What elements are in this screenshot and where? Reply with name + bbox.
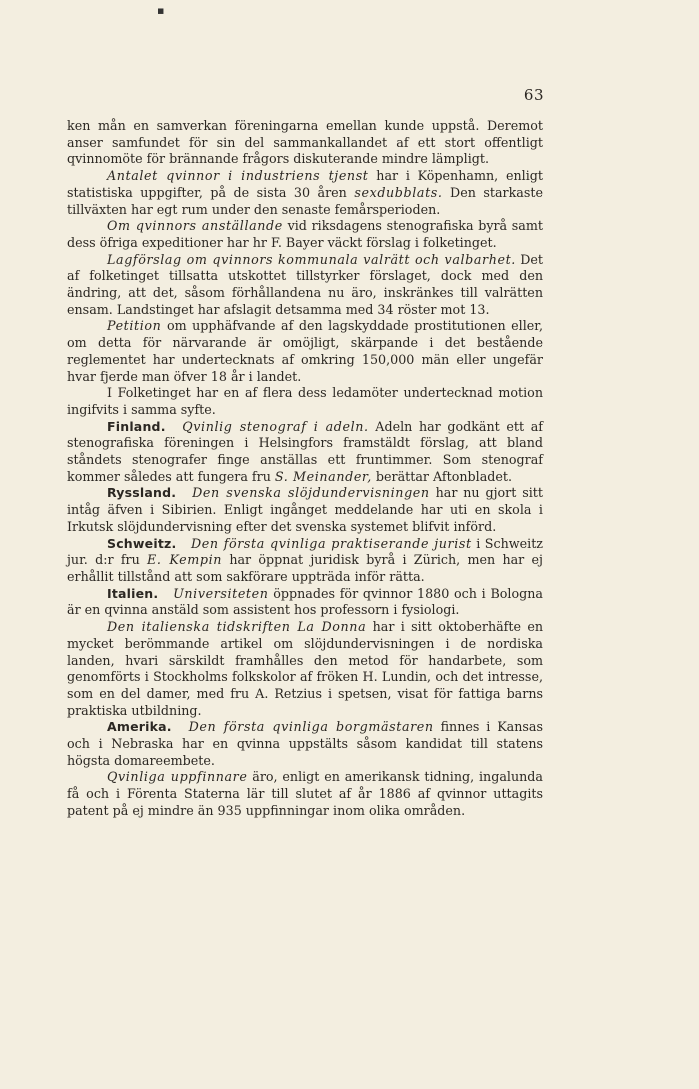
country-heading-finland: Finland. [107,418,166,434]
page-number: 63 [523,86,544,104]
body-text [67,118,543,820]
italy-paragraph-2 [67,619,543,719]
america-section [67,719,543,769]
text-run: i Schweitz jur. d:r fru [67,535,543,568]
emphasis: Lagförslag om qvinnors kommunala valrätt och valbarhet. [107,251,516,267]
emphasis: Om qvinnors anställande [107,218,283,234]
text-run: om upphäfvande af den lagskyddade prostitutionen eller, om detta för närvarande är omöjligt, skärpande i det bestående reglementet har undertecknats af omkring 150,000 män eller ungefär hvar fjerde man öfver 18 år i landet. [67,318,543,384]
text-run: Adeln har godkänt ett af stenografiska föreningen i Helsingfors framstäldt förslag, att bland ståndets stenografer finge anställas ett fruntimmer. Som stenograf kommer således att fungera fru [67,418,543,484]
text-run: har öppnat juridisk byrå i Zürich, men har ej erhållit tillstånd att som sakförare uppträda inför rätta. [67,552,543,584]
text-run: öppnades för qvinnor 1880 och i Bologna är en qvinna anstäld som assistent hos professorn i fysiologi. [67,585,543,618]
text-run: Den starkaste tillväxten har egt rum under den senaste femårsperioden. [67,184,543,217]
denmark-paragraph-5: I Folketinget har en af flera dess ledamöter undertecknad motion ingifvits i samma syfte. [67,385,543,417]
emphasis: sexdubblats. [354,184,443,200]
finland-section [67,419,543,486]
text-run: vid riksdagens stenografiska byrå samt dess öfriga expeditioner har hr F. Bayer väckt förslag i folketinget. [67,218,543,250]
emphasis: Universiteten [173,585,269,601]
emphasis: Qvinlig stenograf i adeln. [182,418,369,434]
text-run: äro, enligt en amerikansk tidning, ingalunda få och i Förenta Staterna lär till slutet af år 1886 af qvinnor uttagits patent på ej mindre än 935 uppfinningar inom olika områden. [67,769,543,818]
denmark-paragraph-2 [67,218,543,251]
intro-paragraph: ken mån en samverkan föreningarna emellan kunde uppstå. Deremot anser samfundet för sin del sammankallandet af ett stort offentligt qvinnomöte för brännande frågors diskuterande mindre lämpligt. [67,118,543,167]
switzerland-section [67,536,543,586]
denmark-paragraph-1 [67,168,543,218]
text-run: har nu gjort sitt intåg äfven i Sibirien. Enligt ingånget meddelande har uti en skola i Irkutsk slöjdundervisning efter det svenska systemet blifvit införd. [67,485,543,534]
ink-speck: ▪ [157,4,165,17]
emphasis: S. Meinander, [274,468,372,484]
country-heading-america: Amerika. [107,719,172,735]
emphasis: Den första qvinliga praktiserande jurist [190,535,472,551]
emphasis: Qvinliga uppfinnare [107,769,248,785]
text-run: finnes i Kansas och i Nebraska har en qvinna uppstälts såsom kandidat till statens högsta domareembete. [67,719,543,768]
america-paragraph-2 [67,769,543,819]
emphasis: Petition [107,318,162,334]
emphasis: E. Kempin [147,552,223,568]
text-run: berättar Aftonbladet. [375,468,513,484]
russia-section [67,485,543,535]
emphasis: Den italienska tidskriften La Donna [107,619,367,635]
text-run: har i sitt oktoberhäfte en mycket berömmande artikel om slöjdundervisningen i de nordiska landen, hvari särskildt framhålles den metod för handarbete, som genomförts i Stockholms folkskolor af fröken H. Lundin, och det intresse, som en del damer, med fru A. Retzius i spetsen, visat för fattiga barns praktiska utbildning. [67,619,543,718]
country-heading-russia: Ryssland. [107,485,177,501]
denmark-paragraph-3 [67,252,543,319]
emphasis: Den första qvinliga borgmästaren [188,719,434,735]
text-run: har i Köpenhamn, enligt statistiska uppgifter, på de sista 30 åren [67,168,543,200]
country-heading-italy: Italien. [107,585,159,601]
country-heading-switzerland: Schweitz. [107,535,177,551]
text-run: Det af folketinget tillsatta utskottet tillstyrker förslaget, dock med den ändring, att det, såsom förhållandena nu äro, inskränkes till valrätten ensam. Landstinget har afslagit detsamma med 34 röster mot 13. [67,251,543,317]
emphasis: Den svenska slöjdundervisningen [192,485,430,501]
denmark-paragraph-4 [67,318,543,385]
italy-section [67,586,543,619]
emphasis: Antalet qvinnor i industriens tjenst [107,168,369,184]
